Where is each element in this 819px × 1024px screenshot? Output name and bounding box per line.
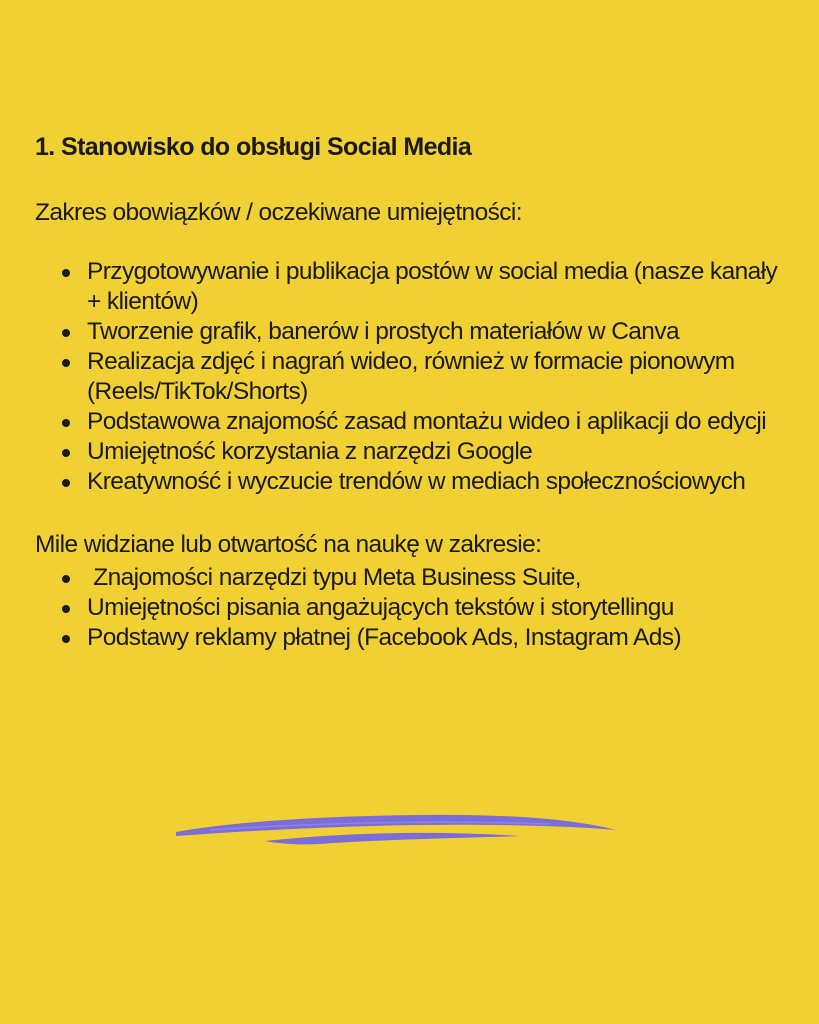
bullet-icon bbox=[62, 419, 70, 427]
list-item bbox=[35, 407, 795, 437]
list-item bbox=[35, 467, 795, 497]
list-item bbox=[35, 317, 795, 347]
list-item-text: Umiejętności pisania angażujących tekstów i storytellingu bbox=[87, 594, 674, 621]
responsibilities-list bbox=[35, 257, 795, 497]
list-item-text: Kreatywność i wyczucie trendów w mediach społecznościowych bbox=[87, 468, 746, 495]
list-item-text: Tworzenie grafik, banerów i prostych materiałów w Canva bbox=[87, 318, 680, 345]
job-title: 1. Stanowisko do obsługi Social Media bbox=[35, 133, 472, 161]
brush-stroke-lower bbox=[265, 833, 520, 845]
brush-stroke-upper bbox=[176, 815, 616, 836]
bullet-icon bbox=[62, 329, 70, 337]
list-item-text: Podstawy reklamy płatnej (Facebook Ads, Instagram Ads) bbox=[87, 624, 682, 651]
list-item bbox=[35, 347, 795, 407]
list-item-text: Realizacja zdjęć i nagrań wideo, również w formacie pionowym (Reels/TikTok/Shorts) bbox=[87, 348, 735, 405]
brush-stroke-icon bbox=[170, 808, 620, 852]
bullet-icon bbox=[62, 635, 70, 643]
responsibilities-heading: Zakres obowiązków / oczekiwane umiejętności: bbox=[35, 199, 522, 226]
nice-to-have-heading: Mile widziane lub otwartość na naukę w zakresie: bbox=[35, 531, 542, 558]
list-item bbox=[35, 593, 795, 623]
nice-to-have-list bbox=[35, 563, 795, 653]
list-item bbox=[35, 257, 795, 317]
list-item bbox=[35, 623, 795, 653]
document-content bbox=[35, 128, 795, 653]
bullet-icon bbox=[62, 605, 70, 613]
list-item-text: Umiejętność korzystania z narzędzi Google bbox=[87, 438, 533, 465]
bullet-icon bbox=[62, 479, 70, 487]
bullet-icon bbox=[62, 359, 70, 367]
bullet-icon bbox=[62, 575, 70, 583]
list-item-text: Przygotowywanie i publikacja postów w social media (nasze kanały + klientów) bbox=[87, 258, 778, 315]
bullet-icon bbox=[62, 269, 70, 277]
list-item bbox=[35, 563, 795, 593]
list-item bbox=[35, 437, 795, 467]
list-item-text: Znajomości narzędzi typu Meta Business Suite, bbox=[87, 564, 581, 591]
list-item-text: Podstawowa znajomość zasad montażu wideo i aplikacji do edycji bbox=[87, 408, 767, 435]
bullet-icon bbox=[62, 449, 70, 457]
